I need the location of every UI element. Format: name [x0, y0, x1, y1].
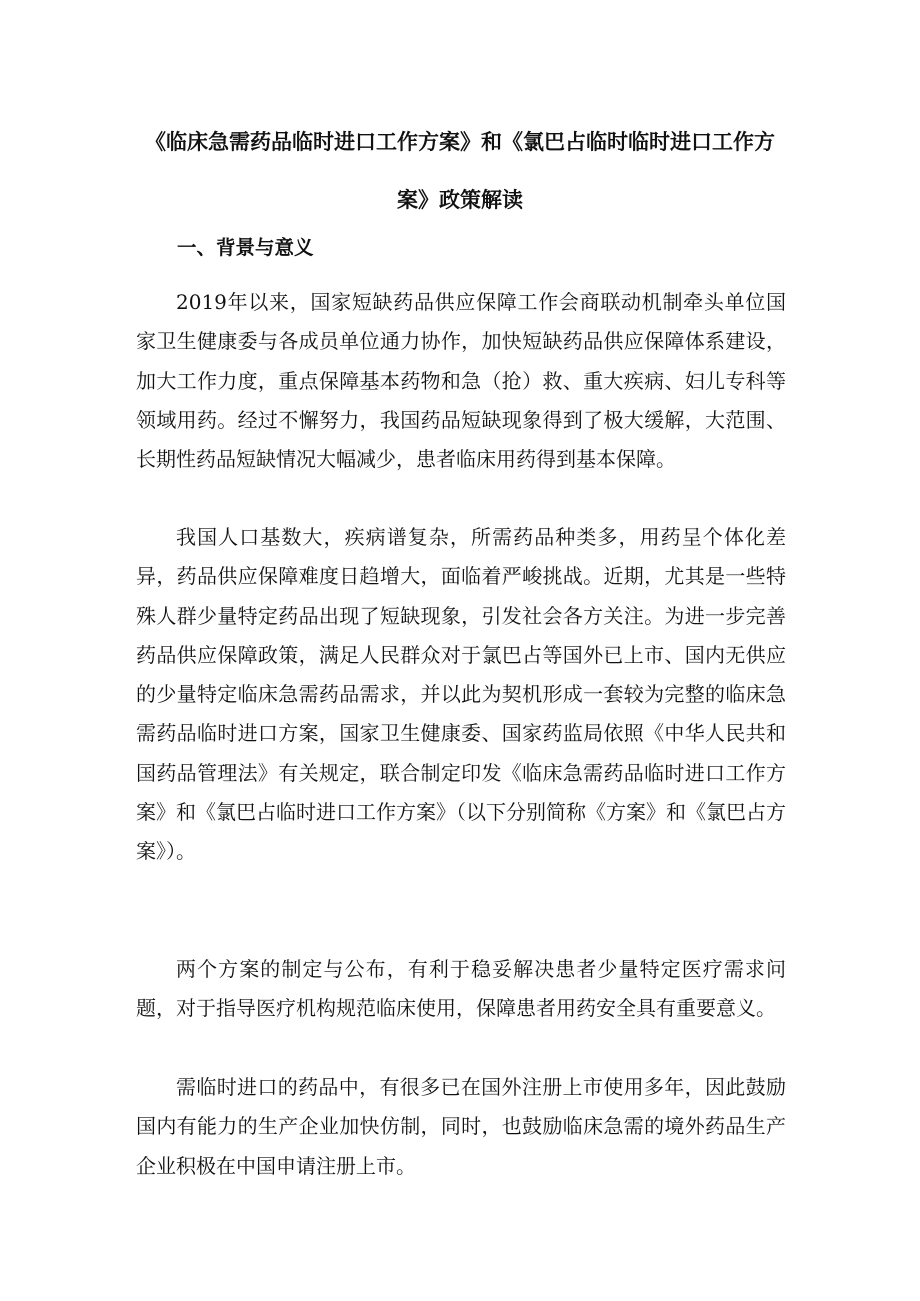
paragraph-4: 需临时进口的药品中，有很多已在国外注册上市使用多年，因此鼓励国内有能力的生产企业加快仿制，同时，也鼓励临床急需的境外药品生产企业积极在中国申请注册上市。 [136, 1075, 786, 1178]
paragraph-2: 我国人口基数大，疾病谱复杂，所需药品种类多，用药呈个体化差异，药品供应保障难度日趋增大，面临着严峻挑战。近期，尤其是一些特殊人群少量特定药品出现了短缺现象，引发社会各方关注。为进一步完善药品供应保障政策，满足人民群众对于氯巴占等国外已上市、国内无供应的少量特定临床急需药品需求，并以此为契机形成一套较为完整的临床急需药品临时进口方案，国家卫生健康委、国家药监局依照《中华人民共和国药品管理法》有关规定，联合制定印发《临床急需药品临时进口工作方案》和《氯巴占临时进口工作方案》（以下分别简称《方案》和《氯巴占方案》）。 [136, 525, 786, 864]
paragraph-3: 两个方案的制定与公布，有利于稳妥解决患者少量特定医疗需求问题，对于指导医疗机构规范临床使用，保障患者用药安全具有重要意义。 [136, 957, 786, 1021]
document-title-line-2: 案》政策解读 [397, 188, 523, 212]
section-heading: 一、背景与意义 [177, 236, 314, 259]
paragraph-1: 2019年以来，国家短缺药品供应保障工作会商联动机制牵头单位国家卫生健康委与各成员单位通力协作，加快短缺药品供应保障体系建设，加大工作力度，重点保障基本药物和急（抢）救、重大疾病、妇儿专科等领域用药。经过不懈努力，我国药品短缺现象得到了极大缓解，大范围、长期性药品短缺情况大幅减少，患者临床用药得到基本保障。 [136, 290, 786, 472]
document-title-line-1: 《临床急需药品临时进口工作方案》和《氯巴占临时临时进口工作方 [145, 130, 775, 154]
